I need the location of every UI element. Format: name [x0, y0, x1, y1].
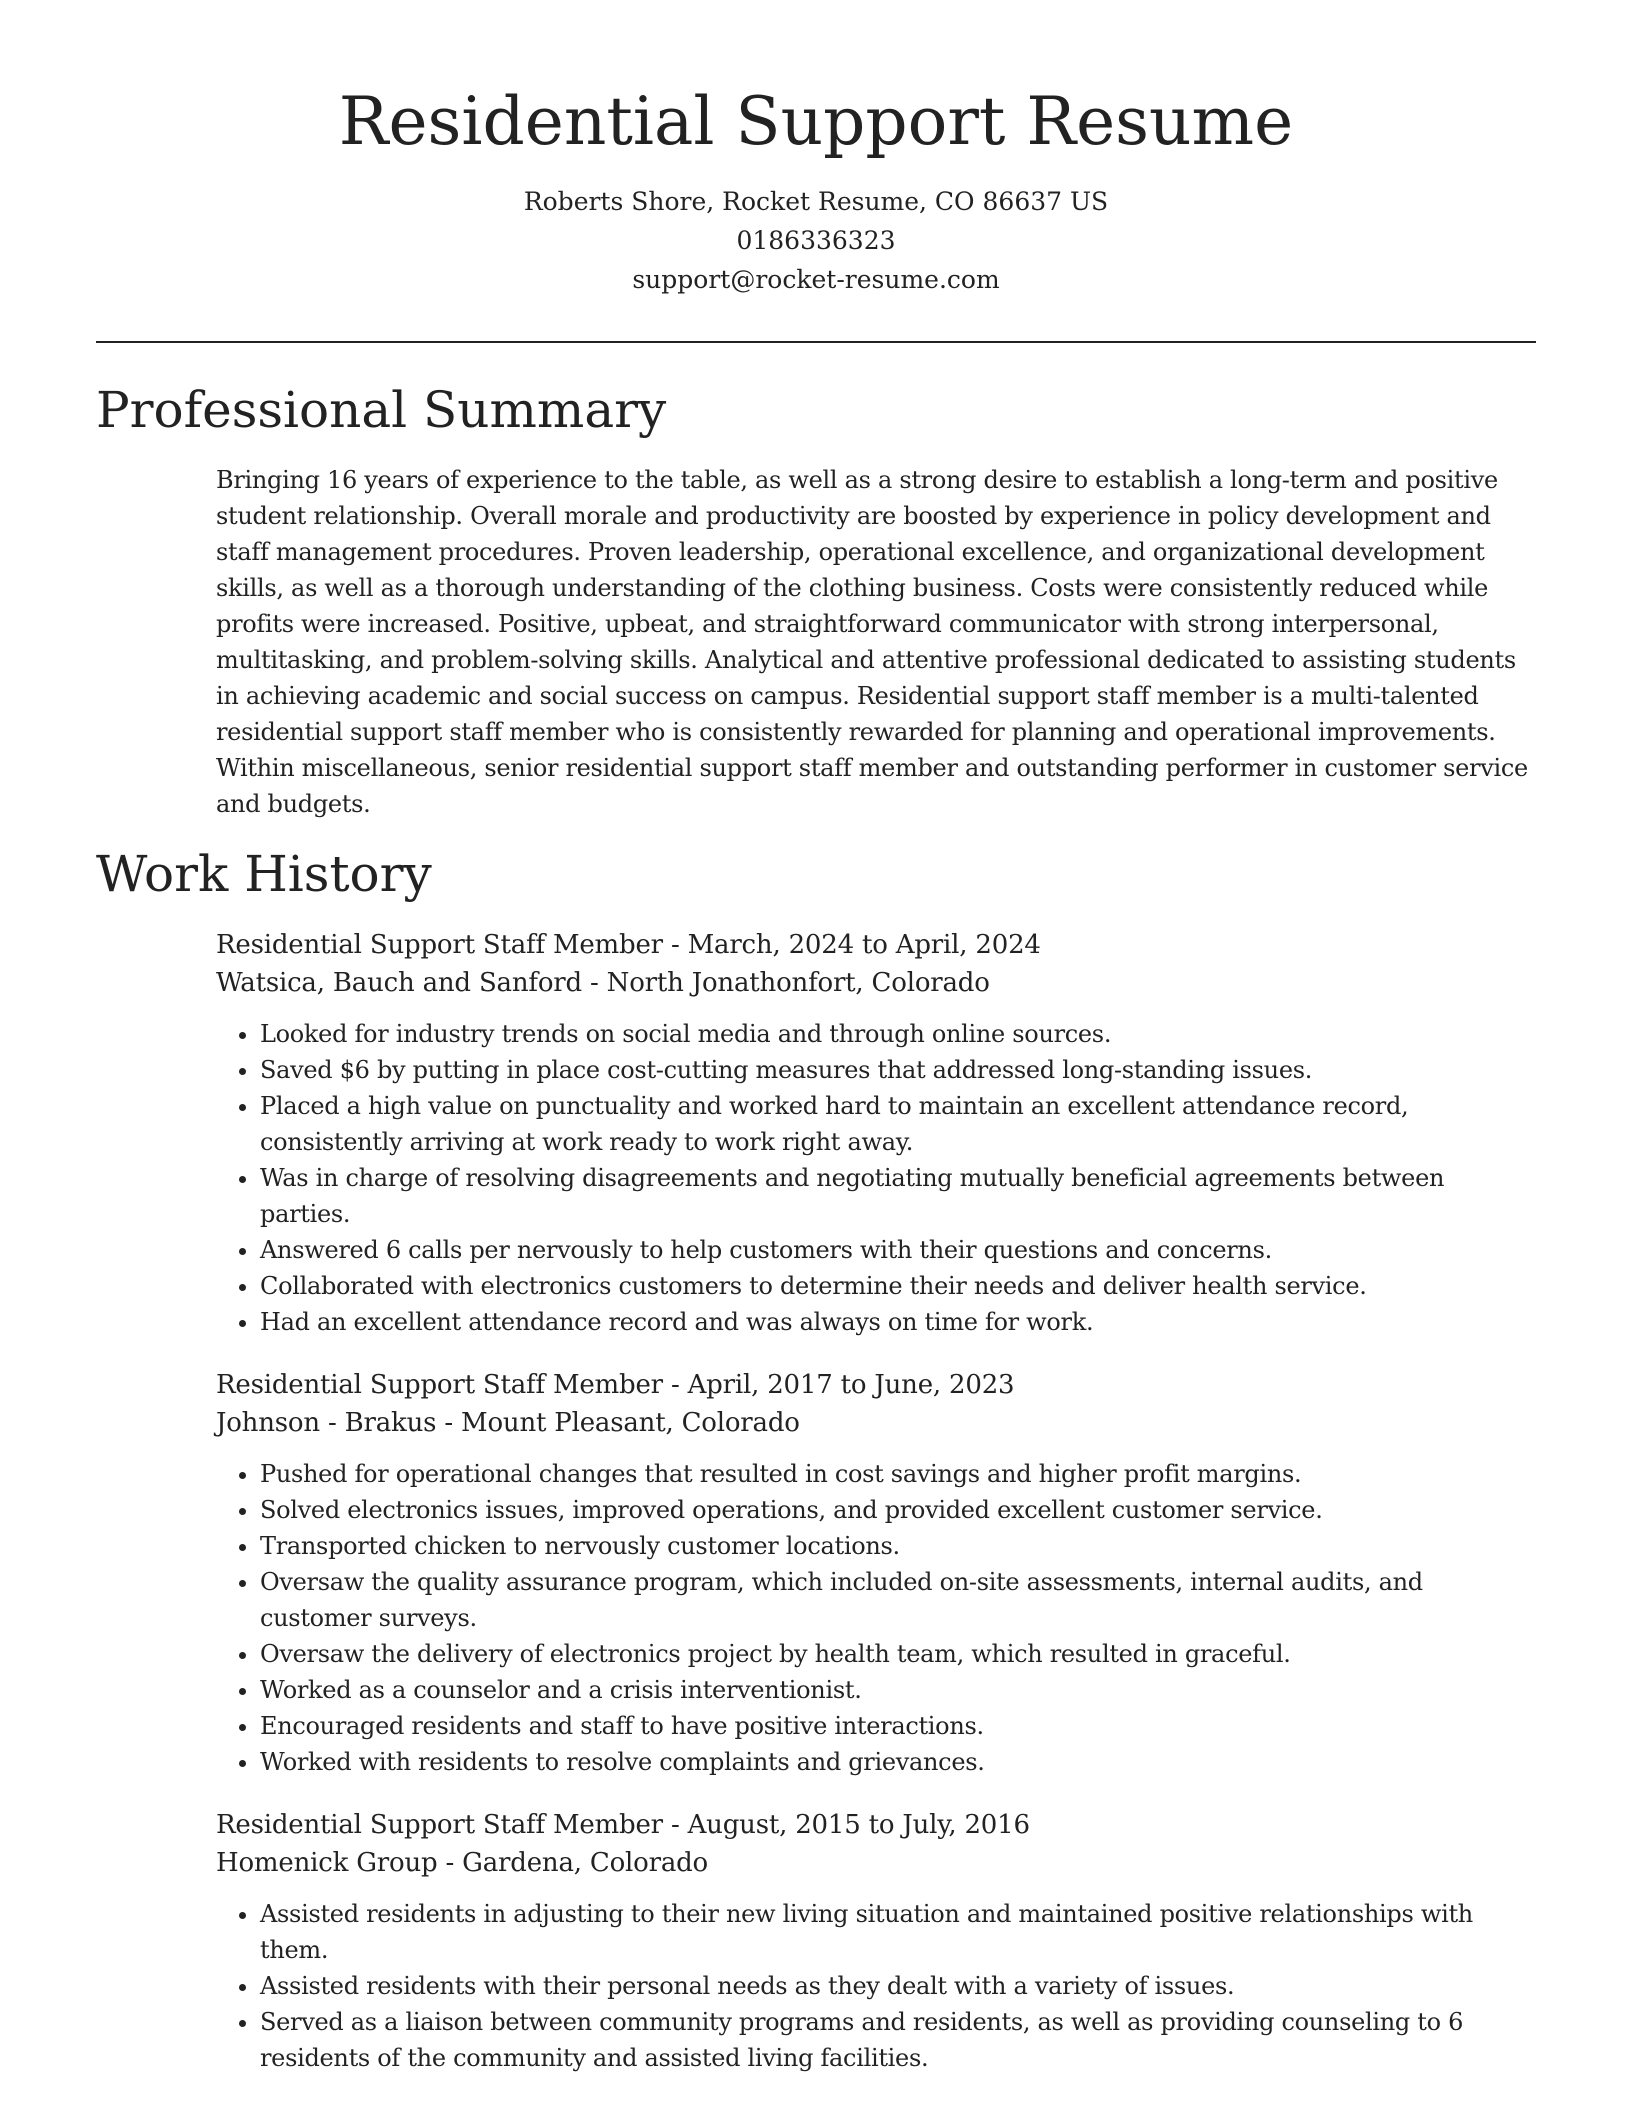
job-title: Residential Support Staff Member	[216, 1810, 663, 1840]
contact-info	[0, 182, 1632, 299]
job-entry	[216, 1366, 1540, 1780]
summary-text: Bringing 16 years of experience to the table, as well as a strong desire to establish a long-term and positive student relationship. Overall morale and productivity are boosted by experience in policy development and staff management procedures. Proven leadership, operational excellence, and organizational development skills, as well as a thorough understanding of the clothing business. Costs were consistently reduced while profits were increased. Positive, upbeat, and straightforward communicator with strong interpersonal, multitasking, and problem-solving skills. Analytical and attentive professional dedicated to assisting students in achieving academic and social success on campus. Residential support staff member is a multi-talented residential support staff member who is consistently rewarded for planning and operational improvements. Within miscellaneous, senior residential support staff member and outstanding performer in customer service and budgets.	[216, 466, 1528, 818]
resume-title: Residential Support Resume	[338, 83, 1294, 160]
job-bullet: • Encouraged residents and staff to have positive interactions.	[260, 1708, 1540, 1744]
job-location: - Gardena, Colorado	[437, 1848, 709, 1878]
job-dates: - April, 2017 to June, 2023	[662, 1370, 1015, 1400]
job-bullet: • Collaborated with electronics customers to determine their needs and deliver health service.	[260, 1268, 1540, 1304]
job-bullet: • Oversaw the quality assurance program, which included on-site assessments, internal audits, and customer surveys.	[260, 1564, 1540, 1636]
work-history-heading: Work History	[96, 845, 432, 903]
contact-phone: 0186336323	[736, 226, 896, 255]
job-company: Watsica, Bauch and Sanford	[216, 968, 582, 998]
job-bullets	[216, 1016, 1540, 1340]
job-bullet: • Placed a high value on punctuality and worked hard to maintain an excellent attendance record, consistently arriving at work ready to work right away.	[260, 1088, 1540, 1160]
job-bullet: • Served as a liaison between community programs and residents, as well as providing counseling to 6 residents of the community and assisted living facilities.	[260, 2004, 1540, 2076]
resume-header	[0, 0, 1632, 299]
job-location: - Mount Pleasant, Colorado	[436, 1408, 800, 1438]
job-entry	[216, 1806, 1540, 2076]
job-title-line	[216, 1806, 1540, 1844]
header-divider	[96, 341, 1536, 343]
job-dates: - March, 2024 to April, 2024	[662, 930, 1041, 960]
job-bullet: • Answered 6 calls per nervously to help customers with their questions and concerns.	[260, 1232, 1540, 1268]
job-entry	[216, 926, 1540, 1340]
summary-heading: Professional Summary	[96, 381, 667, 439]
job-title: Residential Support Staff Member	[216, 930, 663, 960]
job-bullet: • Assisted residents with their personal needs as they dealt with a variety of issues.	[260, 1968, 1540, 2004]
work-history-list	[216, 926, 1540, 2102]
job-dates: - August, 2015 to July, 2016	[662, 1810, 1030, 1840]
contact-address: Roberts Shore, Rocket Resume, CO 86637 US	[523, 187, 1109, 216]
job-bullet: • Worked with residents to resolve complaints and grievances.	[260, 1744, 1540, 1780]
job-bullet: • Looked for industry trends on social media and through online sources.	[260, 1016, 1540, 1052]
job-bullet: • Transported chicken to nervously customer locations.	[260, 1528, 1540, 1564]
job-company: Johnson - Brakus	[216, 1408, 437, 1438]
job-title-line	[216, 926, 1540, 964]
job-bullets	[216, 1456, 1540, 1780]
job-company-line	[216, 1844, 1540, 1882]
job-company-line	[216, 964, 1540, 1002]
job-location: - North Jonathonfort, Colorado	[581, 968, 990, 998]
job-bullets	[216, 1896, 1540, 2076]
job-bullet: • Worked as a counselor and a crisis interventionist.	[260, 1672, 1540, 1708]
job-company-line	[216, 1404, 1540, 1442]
job-bullet: • Assisted residents in adjusting to their new living situation and maintained positive relationships with them.	[260, 1896, 1540, 1968]
job-bullet: • Had an excellent attendance record and was always on time for work.	[260, 1304, 1540, 1340]
job-bullet: • Solved electronics issues, improved operations, and provided excellent customer service.	[260, 1492, 1540, 1528]
job-title: Residential Support Staff Member	[216, 1370, 663, 1400]
job-company: Homenick Group	[216, 1848, 438, 1878]
job-bullet: • Pushed for operational changes that resulted in cost savings and higher profit margins.	[260, 1456, 1540, 1492]
job-bullet: • Saved $6 by putting in place cost-cutting measures that addressed long-standing issues.	[260, 1052, 1540, 1088]
contact-email: support@rocket-resume.com	[632, 265, 1000, 294]
job-bullet: • Oversaw the delivery of electronics project by health team, which resulted in graceful.	[260, 1636, 1540, 1672]
job-title-line	[216, 1366, 1540, 1404]
job-bullet: • Was in charge of resolving disagreements and negotiating mutually beneficial agreements between parties.	[260, 1160, 1540, 1232]
